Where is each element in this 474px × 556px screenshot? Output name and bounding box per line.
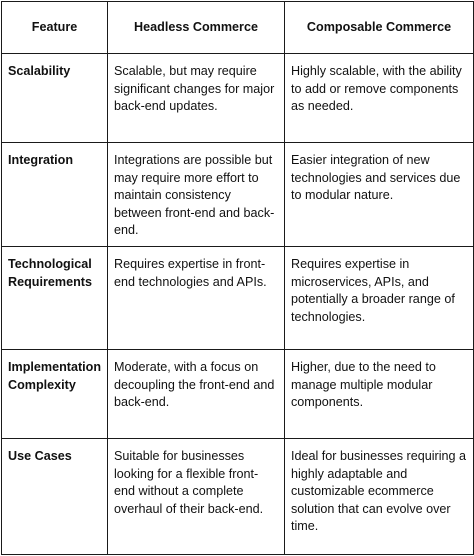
header-headless-commerce: Headless Commerce <box>108 2 285 54</box>
composable-cell: Easier integration of new technologies and services due to modular nature. <box>285 143 474 247</box>
table-header <box>2 2 474 54</box>
header-composable-commerce: Composable Commerce <box>285 2 474 54</box>
comparison-table-container <box>1 1 473 554</box>
composable-cell: Ideal for businesses requiring a highly adaptable and customizable ecommerce solution that can evolve over time. <box>285 439 474 555</box>
headless-cell: Scalable, but may require significant changes for major back-end updates. <box>108 54 285 143</box>
headless-cell: Moderate, with a focus on decoupling the front-end and back-end. <box>108 350 285 439</box>
composable-cell: Requires expertise in microservices, APIs, and potentially a broader range of technologies. <box>285 247 474 350</box>
feature-cell: Scalability <box>2 54 108 143</box>
headless-cell: Integrations are possible but may require more effort to maintain consistency between front-end and back-end. <box>108 143 285 247</box>
composable-cell: Higher, due to the need to manage multiple modular components. <box>285 350 474 439</box>
feature-cell: Use Cases <box>2 439 108 555</box>
comparison-table <box>1 1 474 555</box>
feature-cell: Integration <box>2 143 108 247</box>
table-body <box>2 54 474 555</box>
headless-cell: Requires expertise in front-end technologies and APIs. <box>108 247 285 350</box>
headless-cell: Suitable for businesses looking for a flexible front-end without a complete overhaul of their back-end. <box>108 439 285 555</box>
feature-cell: Implementation Complexity <box>2 350 108 439</box>
table-row-use-cases <box>2 439 474 555</box>
table-row-integration <box>2 143 474 247</box>
table-row-implementation-complexity <box>2 350 474 439</box>
table-row-scalability <box>2 54 474 143</box>
header-row <box>2 2 474 54</box>
header-feature: Feature <box>2 2 108 54</box>
table-row-technological-requirements <box>2 247 474 350</box>
composable-cell: Highly scalable, with the ability to add or remove components as needed. <box>285 54 474 143</box>
feature-cell: Technological Requirements <box>2 247 108 350</box>
